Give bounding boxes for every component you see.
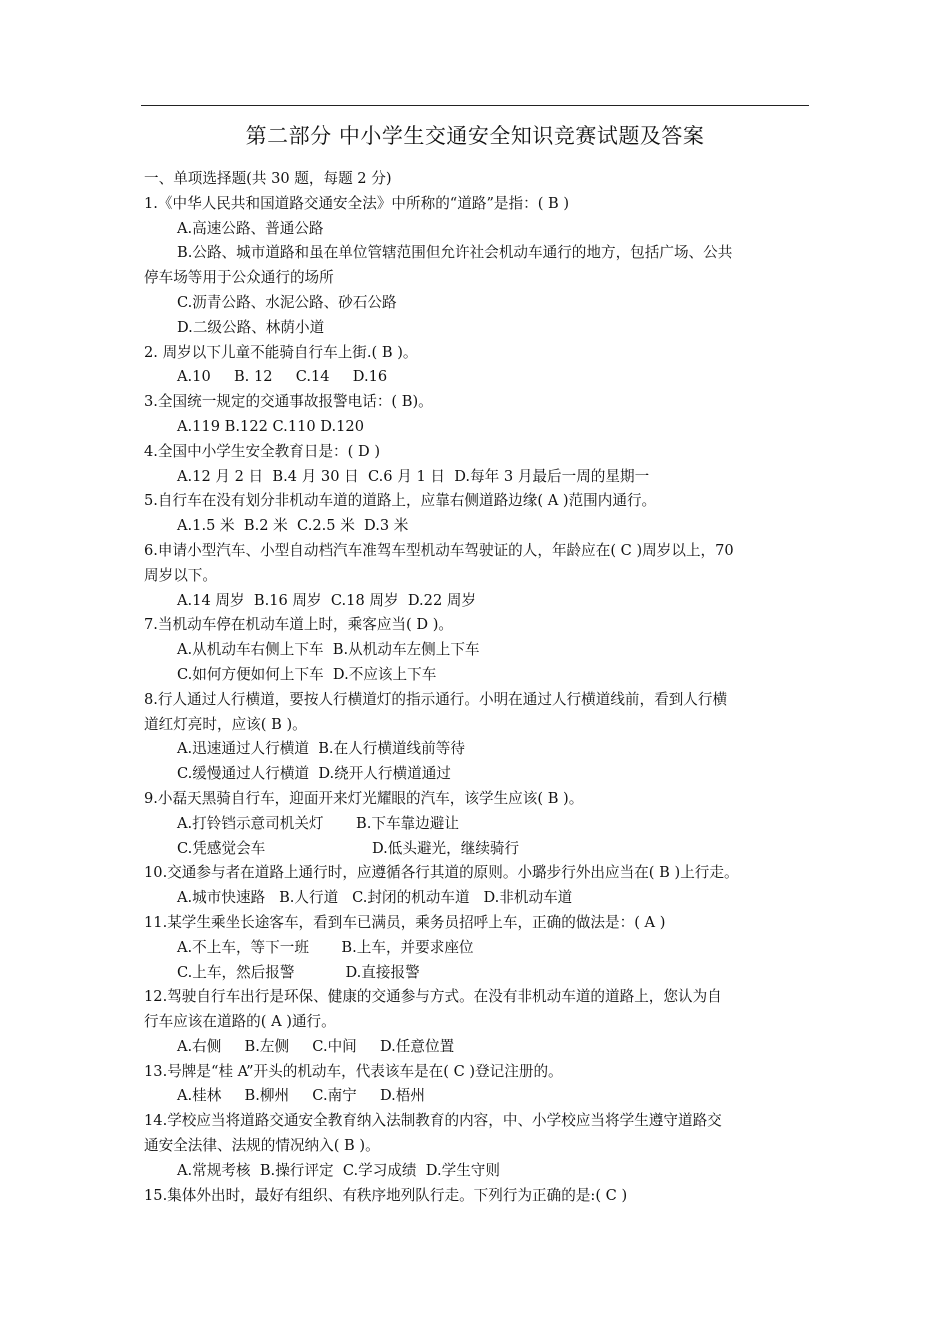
continuation-line: 行车应该在道路的( A )通行。 xyxy=(144,1013,336,1031)
option-line: C.凭感觉会车 D.低头避光，继续骑行 xyxy=(177,839,520,857)
continuation-line: 停车场等用于公众通行的场所 xyxy=(144,269,334,287)
question-line: 10.交通参与者在道路上通行时，应遵循各行其道的原则。小璐步行外出应当在( B )上行走。 xyxy=(144,864,739,882)
document-body xyxy=(144,167,810,1208)
option-line: A.不上车，等下一班 B.上车，并要求座位 xyxy=(177,938,474,956)
question-line: 12.驾驶自行车出行是环保、健康的交通参与方式。在没有非机动车道的道路上，您认为自 xyxy=(144,988,722,1006)
option-line: A.119 B.122 C.110 D.120 xyxy=(177,417,364,435)
option-line: A.迅速通过人行横道 B.在人行横道线前等待 xyxy=(177,740,465,758)
option-line: D.二级公路、林荫小道 xyxy=(177,318,325,336)
question-line: 8.行人通过人行横道，要按人行横道灯的指示通行。小明在通过人行横道线前，看到人行横 xyxy=(144,690,728,708)
option-line: C.上车，然后报警 D.直接报警 xyxy=(177,963,420,981)
question-list xyxy=(144,192,810,1209)
option-line: A.常规考核 B.操行评定 C.学习成绩 D.学生守则 xyxy=(177,1161,500,1179)
option-line: A.14 周岁 B.16 周岁 C.18 周岁 D.22 周岁 xyxy=(177,591,477,609)
page-title: 第二部分 中小学生交通安全知识竞赛试题及答案 xyxy=(245,124,705,148)
option-line: A.12 月 2 日 B.4 月 30 日 C.6 月 1 日 D.每年 3 月最后一周的星期一 xyxy=(177,467,650,485)
option-line: C.如何方便如何上下车 D.不应该上下车 xyxy=(177,665,437,683)
question-line: 6.申请小型汽车、小型自动档汽车准驾车型机动车驾驶证的人，年龄应在( C )周岁以上，70 xyxy=(144,541,734,559)
option-line: B.公路、城市道路和虽在单位管辖范围但允许社会机动车通行的地方，包括广场、公共 xyxy=(177,244,733,262)
continuation-line: 通安全法律、法规的情况纳入( B )。 xyxy=(144,1137,380,1155)
question-line: 9.小磊天黑骑自行车，迎面开来灯光耀眼的汽车，该学生应该( B )。 xyxy=(144,789,584,807)
question-line: 1.《中华人民共和国道路交通安全法》中所称的“道路”是指：( B ) xyxy=(144,194,570,212)
question-line: 11.某学生乘坐长途客车，看到车已满员，乘务员招呼上车，正确的做法是：( A ) xyxy=(144,913,666,931)
question-line: 13.号牌是“桂 A”开头的机动车，代表该车是在( C )登记注册的。 xyxy=(144,1062,563,1080)
option-line: A.从机动车右侧上下车 B.从机动车左侧上下车 xyxy=(177,641,480,659)
option-line: A.右侧 B.左侧 C.中间 D.任意位置 xyxy=(177,1037,455,1055)
question-line: 5.自行车在没有划分非机动车道的道路上，应靠右侧道路边缘( A )范围内通行。 xyxy=(144,492,657,510)
option-line: C.缓慢通过人行横道 D.绕开人行横道通过 xyxy=(177,765,451,783)
question-line: 14.学校应当将道路交通安全教育纳入法制教育的内容，中、小学校应当将学生遵守道路交 xyxy=(144,1112,722,1130)
option-line: A.10 B. 12 C.14 D.16 xyxy=(177,368,388,386)
option-line: A.1.5 米 B.2 米 C.2.5 米 D.3 米 xyxy=(177,517,409,535)
option-line: A.桂林 B.柳州 C.南宁 D.梧州 xyxy=(177,1087,425,1105)
option-line: A.城市快速路 B.人行道 C.封闭的机动车道 D.非机动车道 xyxy=(177,889,573,907)
question-line: 2. 周岁以下儿童不能骑自行车上街.( B )。 xyxy=(144,343,418,361)
question-line: 15.集体外出时，最好有组织、有秩序地列队行走。下列行为正确的是:( C ) xyxy=(144,1186,628,1204)
question-line: 7.当机动车停在机动车道上时，乘客应当( D )。 xyxy=(144,616,453,634)
option-line: A.打铃铛示意司机关灯 B.下车靠边避让 xyxy=(177,814,459,832)
section-heading: 一、单项选择题(共 30 题，每题 2 分) xyxy=(144,170,392,187)
question-line: 4.全国中小学生安全教育日是：( D ) xyxy=(144,442,381,460)
option-line: C.沥青公路、水泥公路、砂石公路 xyxy=(177,293,397,311)
top-rule xyxy=(141,105,809,106)
continuation-line: 周岁以下。 xyxy=(144,566,217,584)
continuation-line: 道红灯亮时，应该( B )。 xyxy=(144,715,307,733)
question-line: 3.全国统一规定的交通事故报警电话：( B)。 xyxy=(144,393,433,411)
option-line: A.高速公路、普通公路 xyxy=(177,219,324,237)
